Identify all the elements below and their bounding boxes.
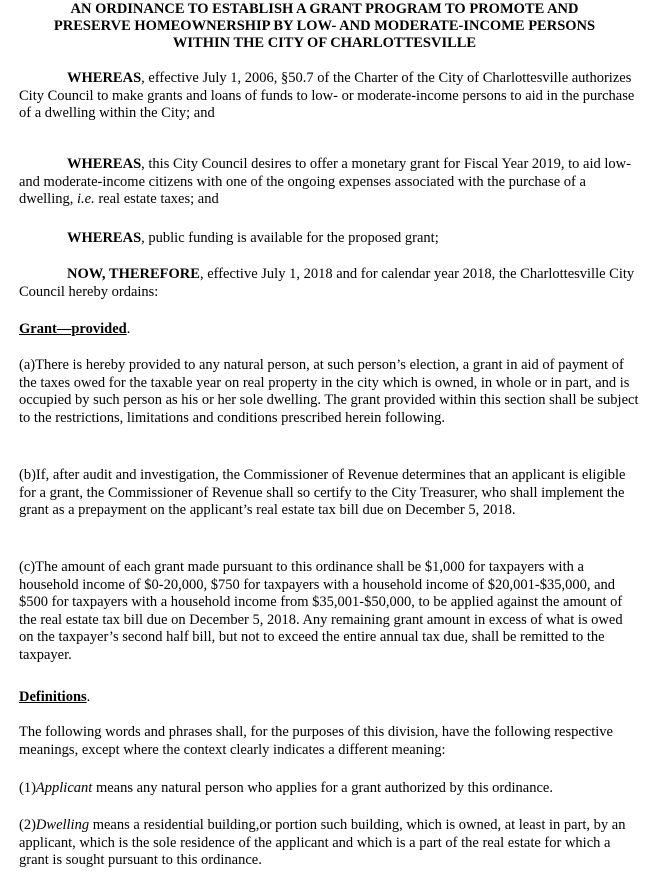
definition-term: Applicant bbox=[35, 780, 93, 796]
title-line-2: PRESERVE HOMEOWNERSHIP BY LOW- AND MODERATE-INCOME PERSONS bbox=[53, 18, 596, 34]
now-therefore-paragraph bbox=[19, 266, 639, 301]
grant-paragraph-c: (c)The amount of each grant made pursuant to this ordinance shall be $1,000 for taxpayers with a household income of $0-20,000, $750 for taxpayers with a household income of $20,001-$35,000, and $500 for taxpayers with a household income from $35,001-$50,000, to be applied against the amount of the real estate tax bill due on December 5, 2018. Any remaining grant amount in excess of what is owed on the taxpayer’s second half bill, but not to exceed the entire annual tax due, shall be remitted to the taxpayer. bbox=[19, 559, 623, 663]
whereas-text: , this City Council desires to offer a monetary grant for Fiscal Year 2019, to aid low- and moderate-income citizens with one of the ongoing expenses associated with the purchase of a dwelling, bbox=[19, 156, 631, 207]
now-therefore-text: , effective July 1, 2018 and for calendar year 2018, the Charlottesville City Council hereby ordains: bbox=[19, 266, 635, 300]
definition-number: (2) bbox=[19, 817, 36, 833]
definitions-heading: Definitions bbox=[19, 689, 87, 705]
whereas-paragraph-3 bbox=[19, 230, 639, 248]
grant-paragraph-b: (b)If, after audit and investigation, the Commissioner of Revenue determines that an applicant is eligible for a grant, the Commissioner of Revenue shall so certify to the City Treasurer, who shall implement the grant as a prepayment on the applicant’s real estate tax bill due on December 5, 2018. bbox=[19, 467, 626, 518]
whereas-paragraph-1 bbox=[19, 70, 639, 123]
definition-number: (1) bbox=[19, 780, 36, 796]
definition-text: means any natural person who applies for a grant authorized by this ordinance. bbox=[92, 780, 553, 796]
document-title bbox=[18, 1, 631, 52]
grant-heading: Grant—provided bbox=[19, 321, 127, 337]
whereas-lead: WHEREAS bbox=[67, 70, 142, 86]
definition-text: means a residential building,or portion such building, which is owned, at least in part, by an applicant, which is the sole residence of the applicant and which is a part of the real estate for which a grant is sought pursuant to this ordinance. bbox=[19, 817, 626, 868]
whereas-text: , public funding is available for the proposed grant; bbox=[141, 230, 439, 246]
title-line-3: WITHIN THE CITY OF CHARLOTTESVILLE bbox=[172, 35, 477, 51]
definitions-heading-line: Definitions. bbox=[19, 689, 91, 705]
whereas-lead: WHEREAS bbox=[67, 156, 142, 172]
definitions-intro: The following words and phrases shall, for the purposes of this division, have the following respective meanings, except where the context clearly indicates a different meaning: bbox=[19, 724, 613, 758]
title-line-1: AN ORDINANCE TO ESTABLISH A GRANT PROGRAM TO PROMOTE AND bbox=[70, 1, 579, 17]
ie-abbreviation: i.e. bbox=[77, 191, 95, 207]
now-therefore-lead: NOW, THEREFORE bbox=[67, 266, 200, 282]
whereas-lead: WHEREAS bbox=[67, 230, 142, 246]
whereas-text: , effective July 1, 2006, §50.7 of the Charter of the City of Charlottesville authorizes City Council to make grants and loans of funds to low- or moderate-income persons to aid in the purchase of a dwelling within the City; and bbox=[19, 70, 635, 121]
definition-term: Dwelling bbox=[35, 817, 90, 833]
grant-paragraph-a: (a)There is hereby provided to any natural person, at such person’s election, a grant in aid of payment of the taxes owed for the taxable year on real property in the city which is owned, in whole or in part, and is occupied by such person as his or her sole dwelling. The grant provided within this section shall be subject to the restrictions, limitations and conditions prescribed herein following. bbox=[19, 357, 639, 426]
whereas-text-end: real estate taxes; and bbox=[94, 191, 219, 207]
whereas-paragraph-2 bbox=[19, 156, 639, 209]
definition-applicant bbox=[19, 780, 639, 798]
definition-dwelling bbox=[19, 817, 639, 870]
grant-heading-line: Grant—provided. bbox=[19, 321, 131, 337]
